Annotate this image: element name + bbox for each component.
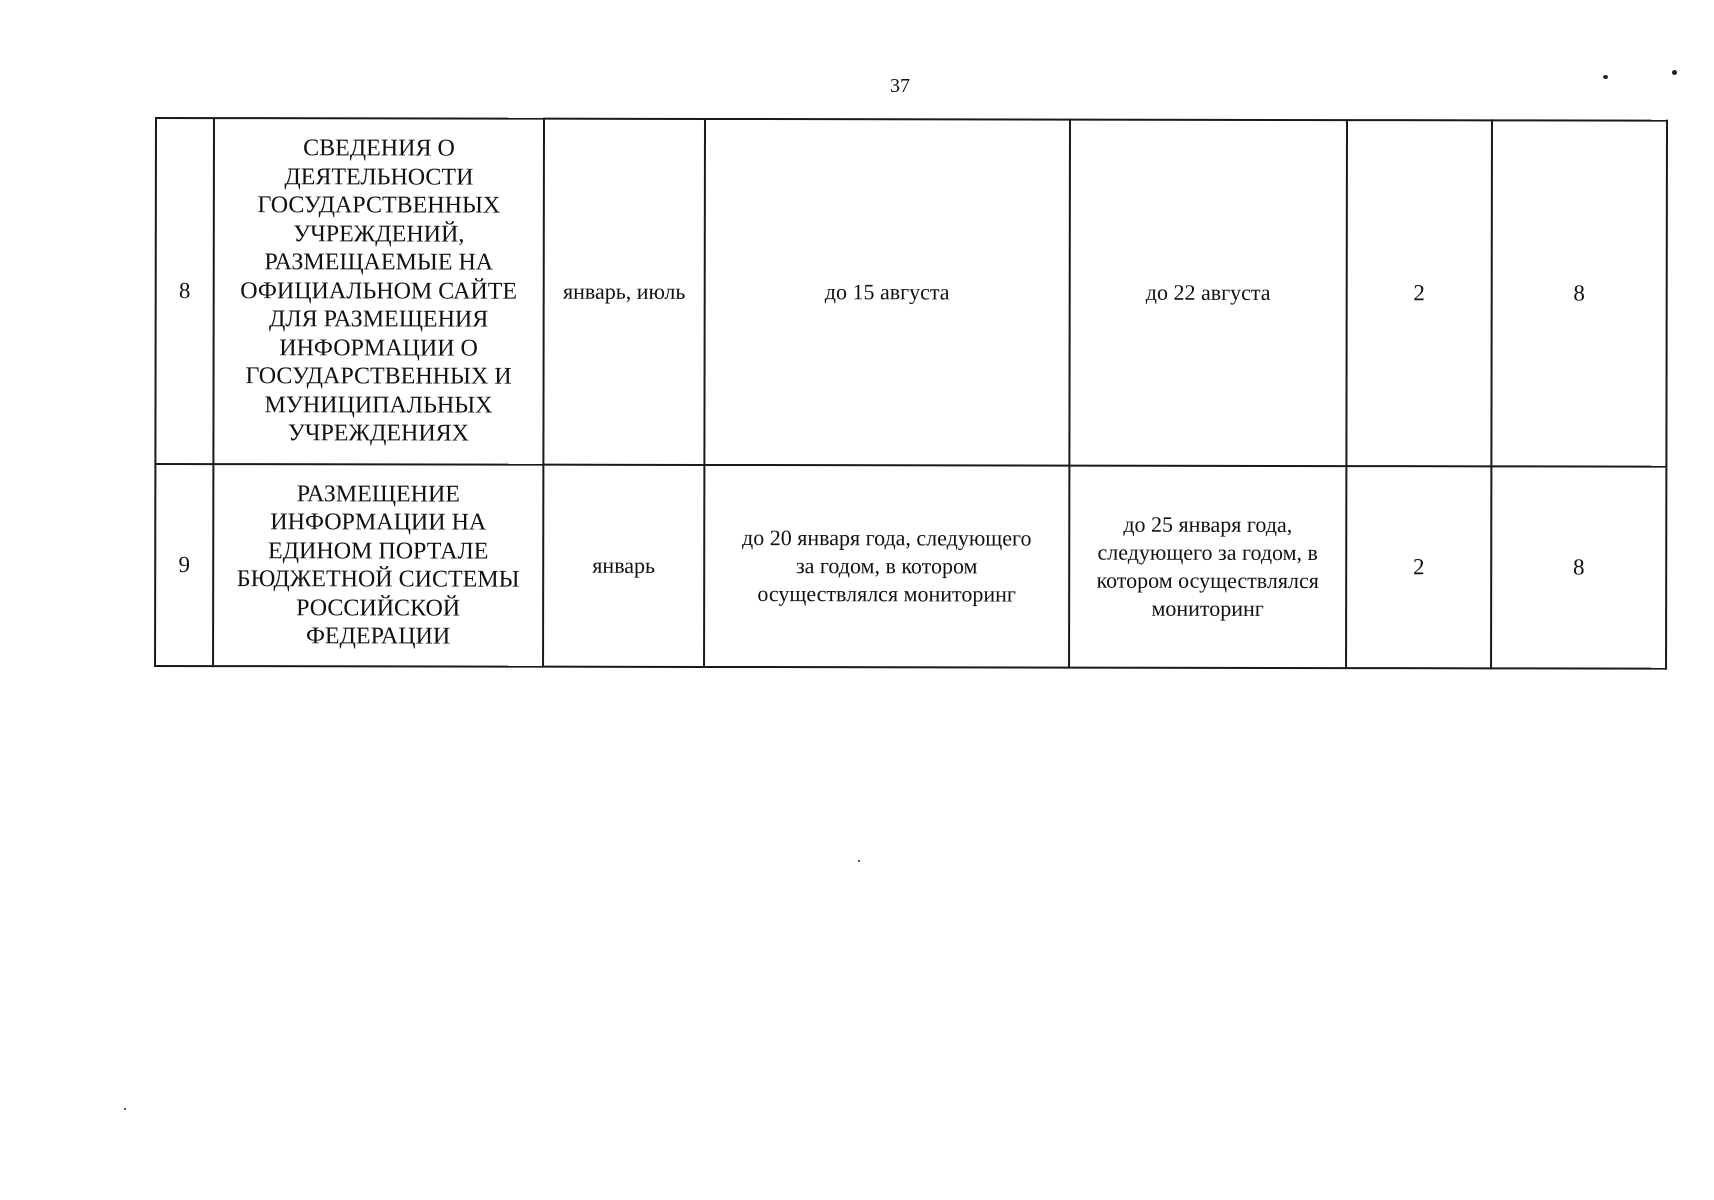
deadline-2-line: котором осуществлялся [1096, 567, 1319, 594]
deadline-2-line: до 25 января года, [1123, 511, 1293, 537]
col-6-cell: 8 [1491, 466, 1666, 668]
scan-speck [124, 1108, 126, 1110]
item-name-line: ГОСУДАРСТВЕННЫХ И [245, 363, 512, 390]
item-name-line: РОССИЙСКОЙ [296, 594, 461, 622]
deadline-1-cell [704, 465, 1069, 668]
deadline-1-line: до 20 января года, следующего [742, 525, 1032, 551]
period-cell: январь [543, 465, 704, 667]
deadline-2-line: мониторинг [1151, 595, 1264, 621]
item-name-line: СВЕДЕНИЯ О [303, 135, 455, 162]
item-name-line: ДЛЯ РАЗМЕЩЕНИЯ [268, 306, 489, 333]
row-index-cell: 8 [155, 118, 214, 464]
item-name-line: РАЗМЕЩЕНИЕ [296, 480, 460, 508]
scan-speck [858, 860, 860, 862]
monitoring-schedule-table [154, 117, 1668, 670]
item-name-line: УЧРЕЖДЕНИЙ, [293, 220, 465, 248]
period-cell: январь, июль [543, 119, 705, 465]
item-name-line: МУНИЦИПАЛЬНЫХ [264, 391, 493, 419]
row-index-cell: 9 [155, 464, 213, 666]
item-name-line: УЧРЕЖДЕНИЯХ [287, 420, 470, 447]
item-name-cell [213, 118, 544, 465]
item-name-line: ФЕДЕРАЦИИ [305, 623, 451, 650]
table-row [155, 118, 1667, 467]
item-name-line: ОФИЦИАЛЬНОМ САЙТЕ [240, 277, 518, 305]
scan-speck [1603, 75, 1608, 79]
table-row [155, 464, 1666, 669]
item-name-line: РАЗМЕЩАЕМЫЕ НА [264, 249, 494, 276]
col-6-cell: 8 [1491, 120, 1667, 466]
col-5-cell: 2 [1346, 466, 1491, 668]
item-name-line: ГОСУДАРСТВЕННЫХ [257, 192, 501, 219]
deadline-2-line: следующего за годом, в [1097, 539, 1318, 566]
deadline-1-cell: до 15 августа [704, 119, 1070, 466]
deadline-2-cell: до 22 августа [1069, 120, 1347, 466]
item-name-cell [213, 464, 543, 667]
deadline-2-cell [1069, 466, 1346, 668]
item-name-line: ЕДИНОМ ПОРТАЛЕ [268, 537, 489, 565]
item-name-line: ДЕЯТЕЛЬНОСТИ [284, 163, 474, 191]
item-name-line: БЮДЖЕТНОЙ СИСТЕМЫ [236, 566, 520, 593]
item-name-line: ИНФОРМАЦИИ О [279, 334, 478, 362]
scan-speck [1672, 70, 1677, 75]
deadline-1-line: за годом, в котором [795, 553, 978, 579]
col-5-cell: 2 [1346, 120, 1492, 466]
page-number: 37 [890, 75, 910, 97]
deadline-1-line: осуществлялся мониторинг [757, 581, 1016, 607]
item-name-line: ИНФОРМАЦИИ НА [270, 509, 487, 536]
